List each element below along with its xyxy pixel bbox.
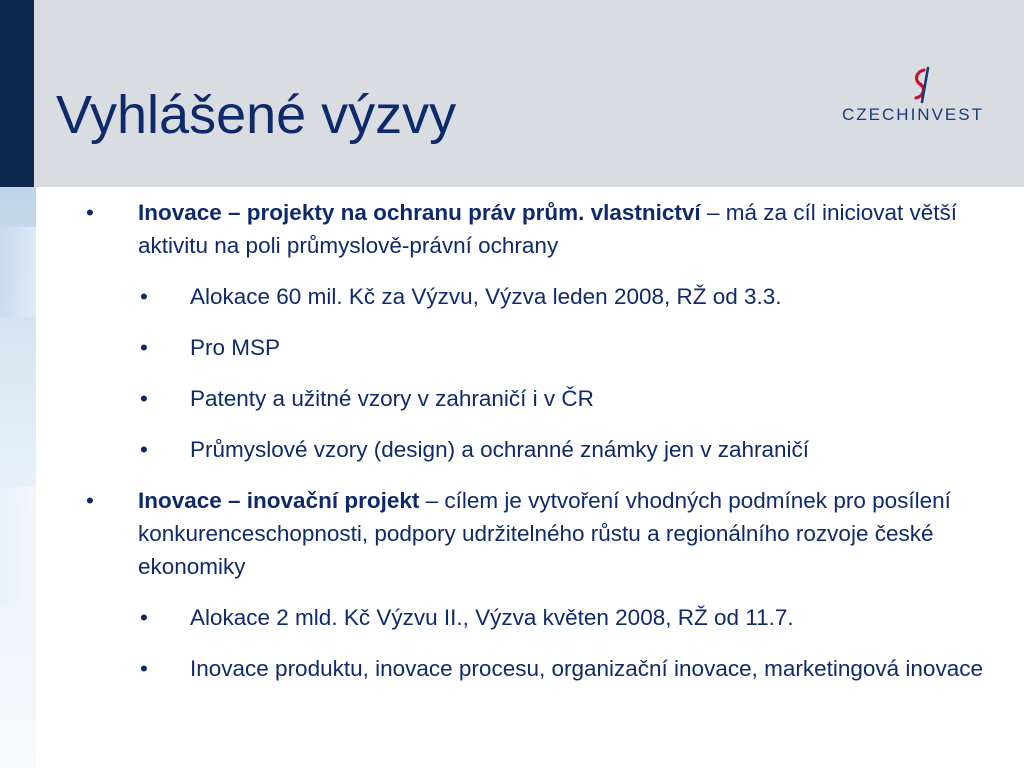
bullet-marker: •	[140, 386, 148, 411]
bullet-bold-text: Inovace – projekty na ochranu práv prům. vlastnictví	[138, 200, 701, 225]
sub-bullet-text: Patenty a užitné vzory v zahraničí i v ČR	[190, 386, 594, 411]
sub-bullet-text: Inovace produktu, inovace procesu, organizační inovace, marketingová inovace	[190, 656, 983, 681]
sub-bullet-text: Průmyslové vzory (design) a ochranné známky jen v zahraničí	[190, 437, 810, 462]
bullet-item	[86, 196, 1006, 262]
sub-bullet-text: Alokace 60 mil. Kč za Výzvu, Výzva leden 2008, RŽ od 3.3.	[190, 284, 782, 309]
logo-text	[842, 106, 984, 123]
bullet-text: – má za cíl iniciovat větší aktivitu na poli průmyslově-právní ochrany	[138, 200, 958, 258]
sub-bullet-item	[86, 652, 1006, 685]
bullet-marker: •	[140, 284, 148, 309]
czechinvest-logo	[842, 66, 1002, 126]
sky-decoration	[0, 487, 36, 607]
bullet-marker: •	[86, 200, 94, 225]
bullet-list	[86, 196, 1006, 703]
sub-bullet-item	[86, 280, 1006, 313]
sub-bullet-text: Alokace 2 mld. Kč Výzvu II., Výzva květen 2008, RŽ od 11.7.	[190, 605, 794, 630]
bullet-marker: •	[140, 656, 148, 681]
sub-bullet-item	[86, 433, 1006, 466]
czechinvest-logo-icon	[908, 66, 936, 104]
slide-title: Vyhlášené výzvy	[56, 85, 457, 145]
bullet-marker: •	[140, 335, 148, 360]
bullet-item	[86, 484, 1006, 583]
sub-bullet-item	[86, 331, 1006, 364]
bullet-marker: •	[140, 605, 148, 630]
sub-bullet-item	[86, 382, 1006, 415]
bullet-marker: •	[140, 437, 148, 462]
sub-bullet-item	[86, 601, 1006, 634]
side-decoration-strip	[0, 187, 36, 768]
sky-decoration	[0, 227, 36, 317]
header-dark-strip	[0, 0, 34, 187]
bullet-bold-text: Inovace – inovační projekt	[138, 488, 420, 513]
bullet-text: – cílem je vytvoření vhodných podmínek pro posílení konkurenceschopnosti, podpory udržitelného růstu a regionálního rozvoje české ekonomiky	[138, 488, 951, 579]
bullet-marker: •	[86, 488, 94, 513]
logo-text-czech: CZECH	[842, 105, 911, 124]
sub-bullet-text: Pro MSP	[190, 335, 281, 360]
logo-text-invest: INVEST	[910, 105, 984, 124]
